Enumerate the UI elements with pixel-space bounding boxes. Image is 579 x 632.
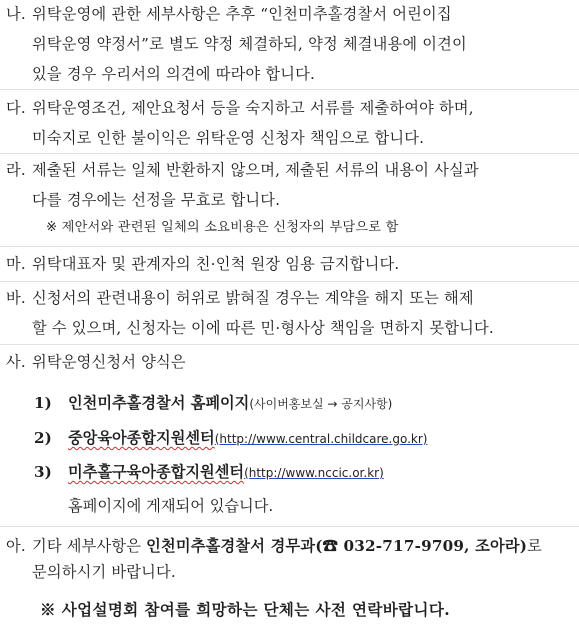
item-text: 문의하시기 바랍니다.	[32, 563, 176, 581]
item-text: 할 수 있으며, 신청자는 이에 따른 민·형사상 책임을 면하지 못합니다.	[32, 319, 494, 337]
item-text: 미숙지로 인한 불이익은 위탁운영 신청자 책임으로 합니다.	[32, 129, 425, 147]
item-text: 다를 경우에는 선정을 무효로 합니다.	[32, 191, 281, 209]
divider	[0, 344, 579, 345]
divider	[0, 246, 579, 247]
item-marker: 마.	[6, 255, 26, 273]
item-text: 위탁운영조건, 제안요청서 등을 숙지하고 서류를 제출하여야 하며,	[32, 99, 474, 117]
item-text: 로	[527, 537, 543, 555]
list-item	[34, 462, 384, 483]
divider	[0, 526, 579, 527]
item-marker: 나.	[6, 5, 26, 23]
list-number: 3)	[34, 463, 52, 481]
contact-info: 인천미추홀경찰서 경무과(☎ 032-717-9709, 조아라)	[146, 537, 528, 555]
list-item	[34, 428, 427, 449]
final-notice: ※ 사업설명회 참여를 희망하는 단체는 사전 연락바랍니다.	[40, 600, 451, 619]
item-text: 신청서의 관련내용이 허위로 밝혀질 경우는 계약을 해지 또는 해제	[32, 289, 474, 307]
item-text: 위탁대표자 및 관계자의 친·인척 원장 임용 금지합니다.	[32, 255, 400, 273]
site-name: 중앙육아종합지원센터	[68, 429, 215, 447]
item-text: 있을 경우 우리서의 의견에 따라야 합니다.	[32, 65, 315, 83]
list-number: 1)	[34, 394, 52, 412]
list-item	[34, 393, 392, 414]
divider	[0, 153, 579, 154]
site-name: 미추홀구육아종합지원센터	[68, 463, 245, 481]
site-link[interactable]: (http://www.nccic.or.kr)	[244, 466, 384, 480]
item-text: 홈페이지에 게재되어 있습니다.	[68, 497, 274, 515]
item-marker: 라.	[6, 161, 26, 179]
item-text: 위탁운영신청서 양식은	[32, 353, 186, 371]
site-detail: (사이버홍보실 → 공지사항)	[249, 397, 393, 411]
item-note: ※ 제안서와 관련된 일체의 소요비용은 신청자의 부담으로 함	[46, 220, 399, 235]
item-text: 위탁운영 약정서”로 별도 약정 체결하되, 약정 체결내용에 이견이	[32, 35, 467, 53]
item-marker: 사.	[6, 353, 26, 371]
item-marker: 아.	[6, 537, 26, 555]
item-text: 기타 세부사항은	[32, 537, 147, 555]
site-name: 인천미추홀경찰서 홈페이지	[68, 394, 250, 412]
item-marker: 다.	[6, 99, 26, 117]
item-marker: 바.	[6, 289, 26, 307]
item-text: 제출된 서류는 일체 반환하지 않으며, 제출된 서류의 내용이 사실과	[32, 161, 479, 179]
divider	[0, 281, 579, 282]
list-number: 2)	[34, 429, 52, 447]
site-link[interactable]: (http://www.central.childcare.go.kr)	[214, 432, 428, 446]
item-text: 위탁운영에 관한 세부사항은 추후 “인천미추홀경찰서 어린이집	[32, 5, 452, 23]
divider	[0, 89, 579, 90]
